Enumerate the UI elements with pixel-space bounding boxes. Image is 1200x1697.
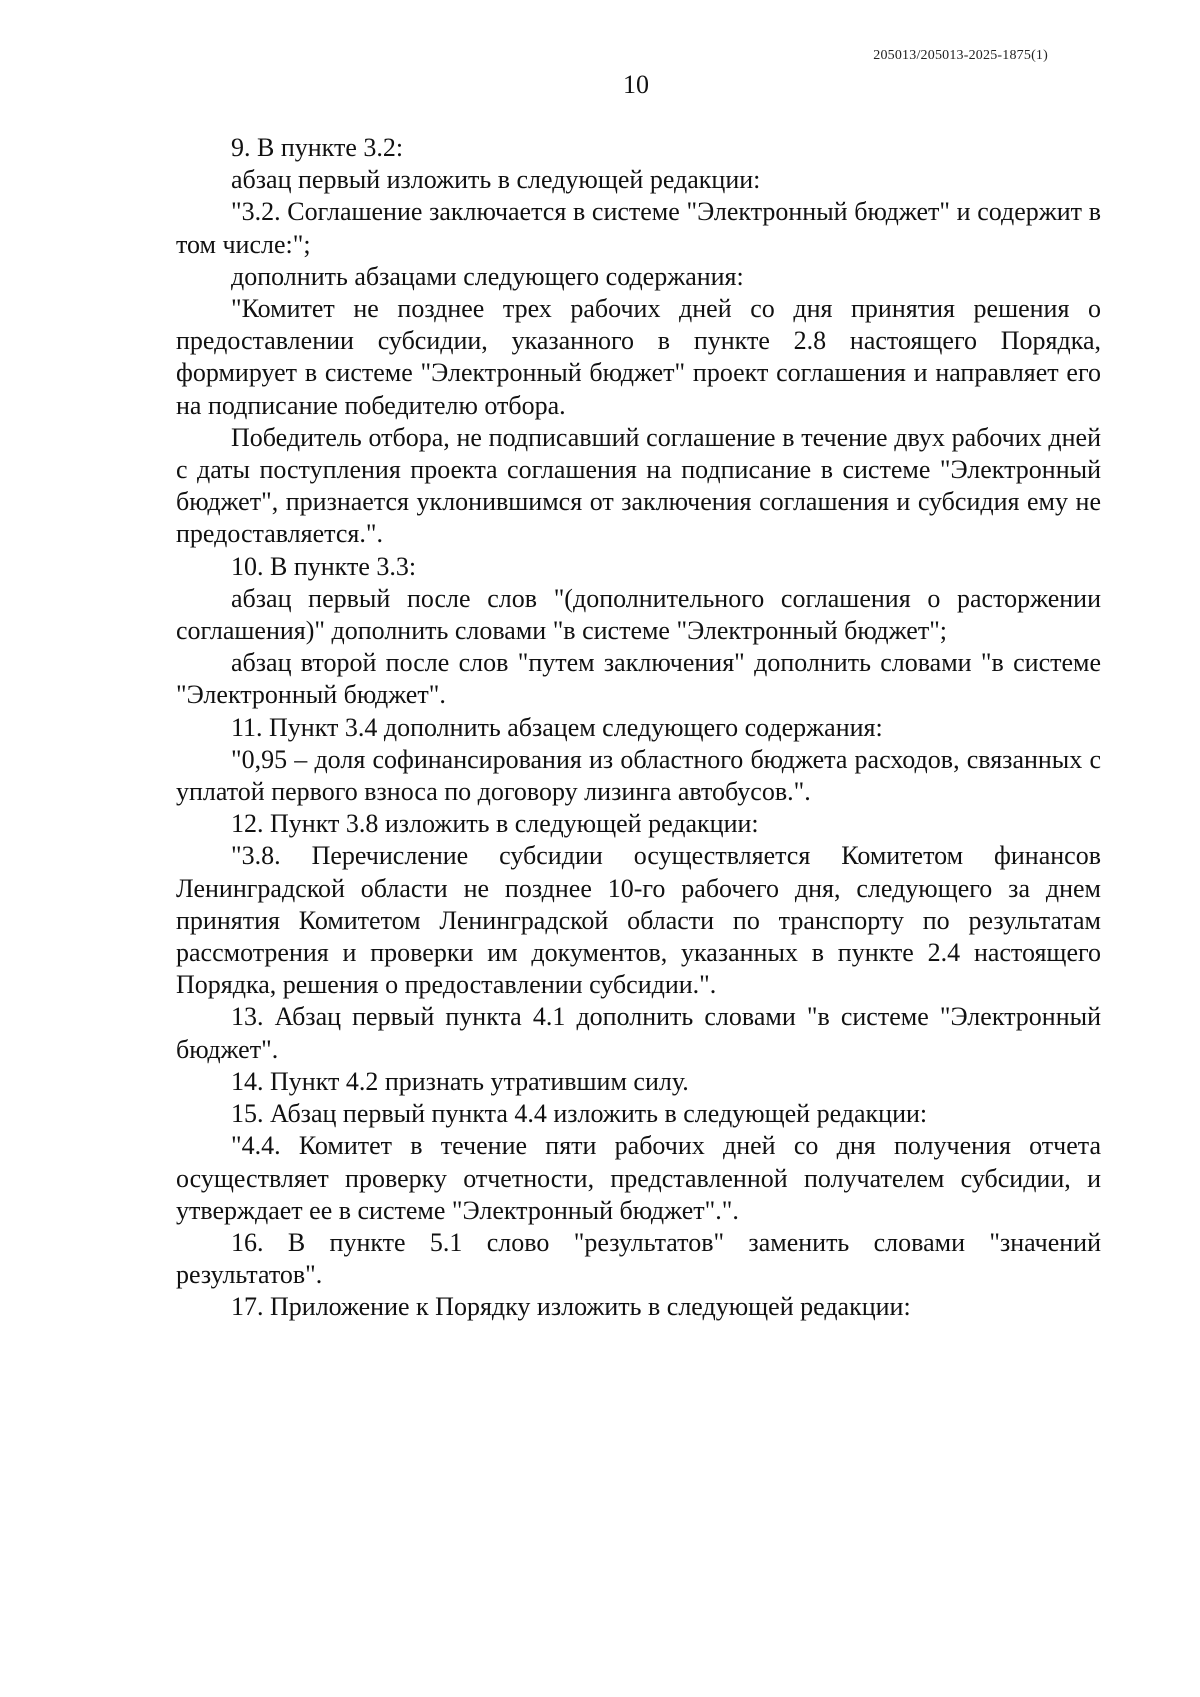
paragraph: 12. Пункт 3.8 изложить в следующей редакции:: [231, 809, 759, 839]
document-body: [176, 132, 1101, 1324]
paragraph: 10. В пункте 3.3:: [231, 551, 417, 581]
paragraph: дополнить абзацами следующего содержания:: [231, 261, 744, 291]
document-id: 205013/205013-2025-1875(1): [873, 48, 1048, 63]
paragraph: 9. В пункте 3.2:: [231, 133, 404, 162]
page-number: 10: [623, 70, 649, 99]
paragraph: абзац первый изложить в следующей редакции:: [231, 165, 761, 195]
paragraph: "3.8. Перечисление субсидии осуществляется Комитетом финансов Ленинградской области не позднее 10-го рабочего дня, следующего за днем принятия Комитетом Ленинградской области по транспорту по результатам рассмотрения и проверки им документов, указанных в пункте 2.4 настоящего Порядка, решения о предоставлении субсидии.".: [176, 841, 1101, 1000]
paragraph: "Комитет не позднее трех рабочих дней со дня принятия решения о предоставлении субсидии, указанного в пункте 2.8 настоящего Порядка, формирует в системе "Электронный бюджет" проект соглашения и направляет его на подписание победителю отбора.: [176, 294, 1101, 420]
paragraph: "3.2. Соглашение заключается в системе "Электронный бюджет" и содержит в том числе:";: [176, 197, 1101, 259]
paragraph: 17. Приложение к Порядку изложить в следующей редакции:: [231, 1292, 911, 1322]
paragraph: 14. Пункт 4.2 признать утратившим силу.: [231, 1066, 689, 1096]
paragraph: 15. Абзац первый пункта 4.4 изложить в следующей редакции:: [231, 1099, 928, 1129]
paragraph: абзац второй после слов "путем заключения" дополнить словами "в системе "Электронный бюджет".: [176, 648, 1101, 710]
paragraph: абзац первый после слов "(дополнительного соглашения о расторжении соглашения)" дополнить словами "в системе "Электронный бюджет";: [176, 583, 1101, 646]
paragraph: 13. Абзац первый пункта 4.1 дополнить словами "в системе "Электронный бюджет".: [176, 1002, 1101, 1064]
paragraph: "4.4. Комитет в течение пяти рабочих дней со дня получения отчета осуществляет проверку отчетности, представленной получателем субсидии, и утверждает ее в системе "Электронный бюджет".".: [176, 1131, 1101, 1225]
paragraph: 11. Пункт 3.4 дополнить абзацем следующего содержания:: [231, 712, 883, 742]
paragraph: "0,95 – доля софинансирования из областного бюджета расходов, связанных с уплатой первого взноса по договору лизинга автобусов.".: [176, 744, 1101, 807]
paragraph: Победитель отбора, не подписавший соглашение в течение двух рабочих дней с даты поступления проекта соглашения на подписание в системе "Электронный бюджет", признается уклонившимся от заключения соглашения и субсидия ему не предоставляется.".: [176, 422, 1101, 549]
paragraph: 16. В пункте 5.1 слово "результатов" заменить словами "значений результатов".: [176, 1227, 1101, 1290]
